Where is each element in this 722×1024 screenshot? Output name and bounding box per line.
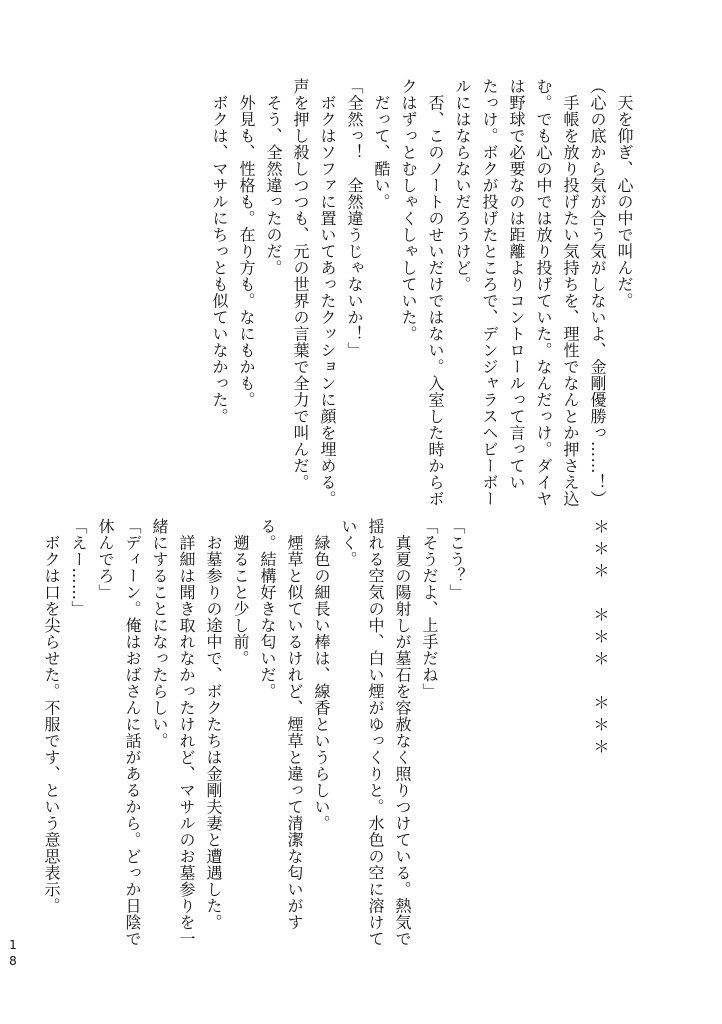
text-line: る。結構好きな匂いだ。 [258,518,277,700]
text-line: そう、全然違ったのだ。 [264,78,283,276]
text-line: 緑色の細長い棒は、線香というらしい。 [312,518,331,832]
text-line: 外見も、性格も。在り方も。なにもかも。 [237,78,256,408]
text-line: ボクは、マサルにちっとも似ていなかった。 [210,78,229,425]
text-line: （心の底から気が合う気がしないよ、金剛優勝っ……！） [588,78,607,507]
text-line: たっけ。ボクが投げたところで、デンジャラスヘビーボー [480,78,499,507]
text-line: 「こう？」 [447,518,466,601]
text-line: 「全然っ！ 全然違うじゃないか！」 [345,78,364,359]
text-line: 遡ること少し前。 [231,518,250,667]
text-line: 緒にすることになったらしい。 [150,518,169,749]
text-line: 「ディーン。俺はおばさんに話があるから。どっか日陰で [123,518,142,947]
text-line: 真夏の陽射しが墓石を容赦なく照りつけている。熱気で [393,518,412,947]
text-line: お墓参りの途中で、ボクたちは金剛夫妻と遭遇した。 [204,518,223,931]
text-line: いく。 [339,518,358,568]
text-line: ボクはソファに置いてあったクッションに顔を埋める。 [318,78,337,507]
page-number: 18 [6,938,20,970]
text-line: ルにはならないだろうけど。 [453,78,472,293]
text-line: 「えー……」 [69,518,88,617]
text-line: 声を押し殺しつつも、元の世界の言葉で全力で叫んだ。 [291,78,310,491]
section-separator: ＊＊＊ ＊＊＊ ＊＊＊ [591,518,610,760]
text-block-bottom [38,518,470,947]
text-line: 「そうだよ、上手だね」 [420,518,439,700]
text-line: 手帳を放り投げたい気持ちを、理性でなんとか押さえ込 [561,78,580,507]
text-line: 休んでろ」 [96,518,115,601]
text-block-top [206,78,638,507]
text-line: む。でも心の中では放り投げていた。なんだっけ。ダイヤ [534,78,553,507]
text-line: 揺れる空気の中、白い煙がゆっくりと。水色の空に溶けて [366,518,385,947]
text-line: クはずっとむしゃくしゃしていた。 [399,78,418,342]
text-line: ボクは口を尖らせた。不服です、という意思表示。 [42,518,61,914]
text-line: 天を仰ぎ、心の中で叫んだ。 [615,78,634,309]
text-line: 煙草と似ているけれど、煙草と違って清潔な匂いがす [285,518,304,931]
text-line: 詳細は聞き取れなかったけれど、マサルのお墓参りを一 [177,518,196,947]
text-line: は野球で必要なのは距離よりコントロールって言ってい [507,78,526,491]
text-line: 否、このノートのせいだけではない。入室した時からボ [426,78,445,507]
text-line: だって、酷い。 [372,78,391,210]
